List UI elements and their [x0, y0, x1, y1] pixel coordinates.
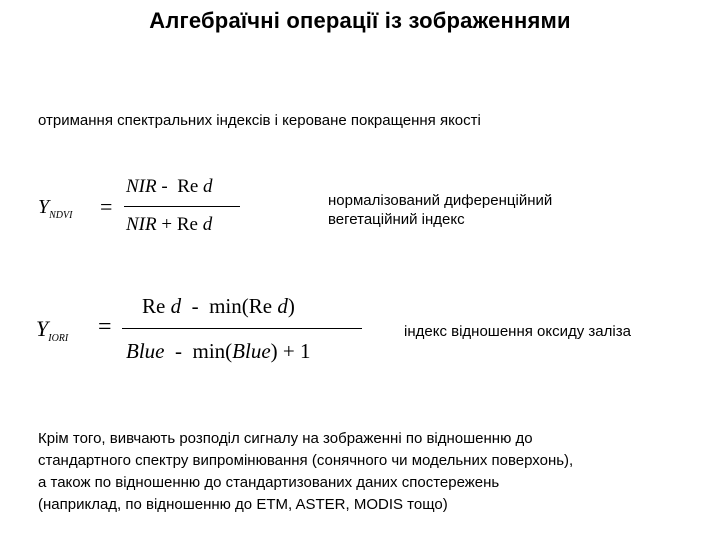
ndvi-description-line1: нормалізований диференційний	[328, 192, 553, 209]
ndvi-numerator	[126, 176, 213, 198]
paragraph-line2: стандартного спектру випромінювання (сонячного чи модельних поверхонь),	[38, 452, 574, 469]
body-paragraph	[38, 428, 698, 516]
ndvi-num-op: -	[161, 176, 168, 197]
subtitle: отримання спектральних індексів і кероване покращення якості	[38, 112, 481, 129]
ndvi-lhs-subscript: NDVI	[49, 210, 73, 221]
iori-den-op: -	[174, 339, 182, 363]
iori-den-one: 1	[299, 339, 311, 363]
iori-denominator	[126, 339, 310, 364]
iori-lhs	[36, 316, 68, 342]
ndvi-den-b: Re	[176, 214, 198, 235]
ndvi-den-op: +	[161, 214, 173, 235]
iori-den-plus: +	[282, 339, 295, 363]
iori-den-fn-var: Blue	[232, 339, 271, 363]
iori-fraction-bar	[122, 328, 362, 329]
iori-description: індекс відношення оксиду заліза	[404, 323, 631, 340]
iori-num-a: Re	[142, 294, 166, 318]
iori-num-close: )	[287, 294, 295, 318]
iori-lhs-subscript: IORI	[48, 333, 69, 344]
iori-den-a: Blue	[126, 339, 165, 363]
iori-num-fn-var: d	[277, 294, 288, 318]
iori-num-b: d	[170, 294, 182, 318]
ndvi-denominator	[126, 214, 212, 236]
ndvi-lhs	[38, 196, 72, 219]
iori-numerator	[142, 294, 295, 319]
ndvi-description-line2: вегетаційний індекс	[328, 211, 465, 228]
ndvi-num-a: NIR	[126, 176, 157, 197]
iori-equals: =	[98, 314, 112, 340]
ndvi-description	[328, 191, 552, 229]
ndvi-den-c: d	[202, 214, 213, 235]
iori-lhs-symbol: Y	[36, 316, 49, 341]
ndvi-lhs-symbol: Y	[38, 196, 50, 218]
ndvi-equals: =	[100, 194, 113, 219]
iori-num-fn: min(Re	[209, 294, 273, 318]
ndvi-num-b: Re	[177, 176, 199, 197]
paragraph-line3: а також по відношенню до стандартизованих даних спостережень	[38, 474, 500, 491]
paragraph-line1: Крім того, вивчають розподіл сигналу на зображенні по відношенню до	[38, 430, 533, 447]
page-title: Алгебраїчні операції із зображеннями	[149, 8, 571, 33]
paragraph-line4: (наприклад, по відношенню до ETM, ASTER, MODIS тощо)	[38, 496, 448, 513]
iori-den-close: )	[270, 339, 278, 363]
ndvi-den-a: NIR	[126, 214, 157, 235]
iori-den-fn: min(	[192, 339, 233, 363]
ndvi-fraction-bar	[124, 206, 240, 207]
ndvi-num-c: d	[203, 176, 213, 197]
iori-num-op: -	[191, 294, 199, 318]
